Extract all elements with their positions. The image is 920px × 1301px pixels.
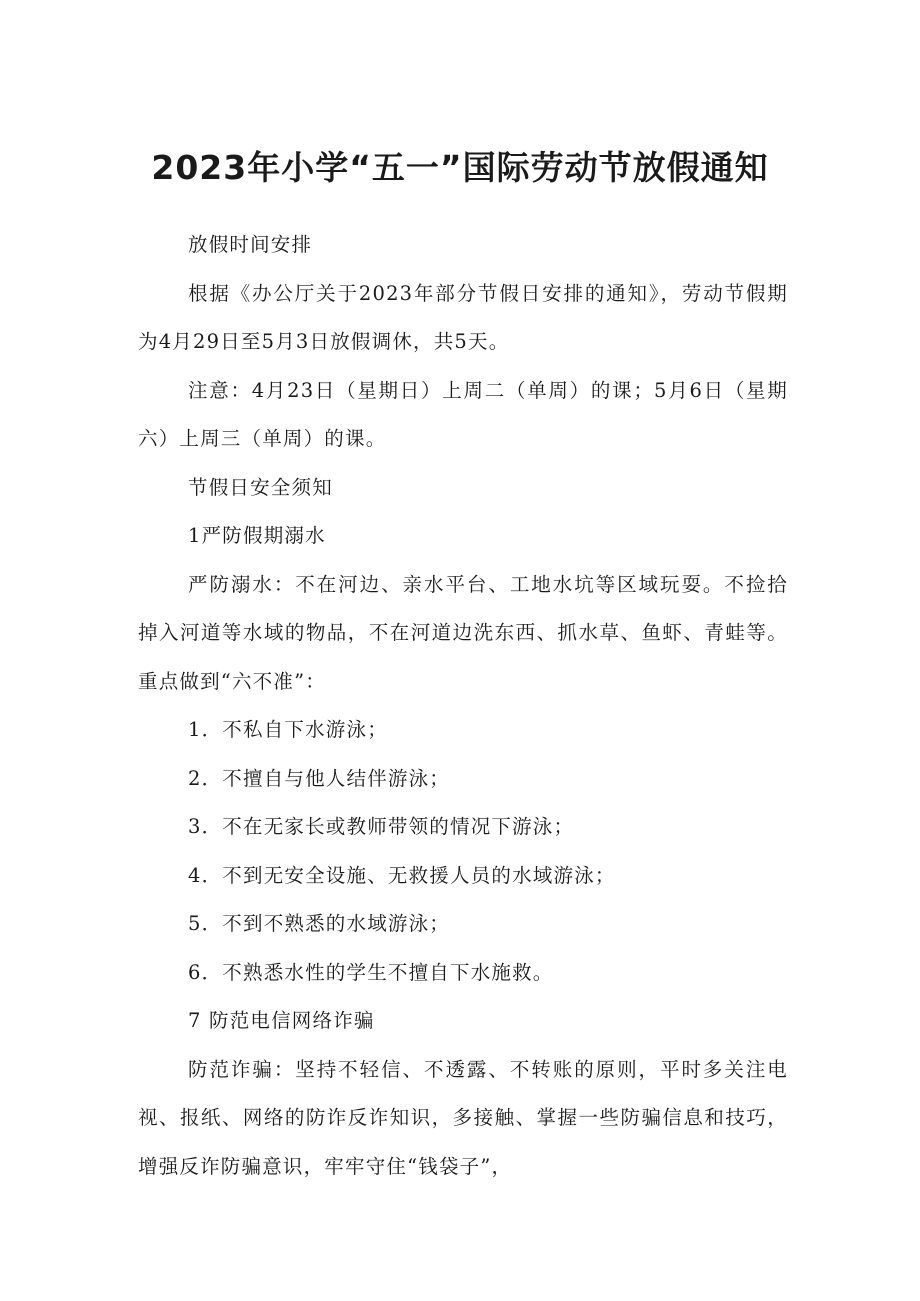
list-item: 1．不私自下水游泳；: [188, 718, 388, 741]
paragraph-make-up-classes: 注意：4月23日（星期日）上周二（单周）的课；5月6日（星期六）上周三（单周）的课。: [138, 378, 788, 450]
list-item: 5．不到不熟悉的水域游泳；: [188, 912, 451, 935]
list-item: 2．不擅自与他人结伴游泳；: [188, 766, 451, 790]
paragraph-fraud-prevention: 防范诈骗：坚持不轻信、不透露、不转账的原则，平时多关注电视、报纸、网络的防诈反诈知识，多接触、掌握一些防骗信息和技巧，增强反诈防骗意识，牢牢守住“钱袋子”，: [138, 1057, 788, 1178]
paragraph-holiday-dates: 根据《办公厅关于2023年部分节假日安排的通知》，劳动节假期为4月29日至5月3日放假调休，共5天。: [138, 281, 788, 353]
paragraph-drowning-prevention: 严防溺水：不在河边、亲水平台、工地水坑等区域玩耍。不捡拾掉入河道等水域的物品，不在河道边洗东西、抓水草、鱼虾、青蛙等。重点做到“六不准”：: [138, 572, 788, 693]
heading-fraud-prevention: 7 防范电信网络诈骗: [188, 1009, 375, 1032]
heading-holiday-schedule: 放假时间安排: [188, 233, 313, 256]
document-body: [138, 221, 788, 1191]
list-item: 6．不熟悉水性的学生不擅自下水施救。: [188, 960, 554, 984]
list-item: 4．不到无安全设施、无救援人员的水域游泳；: [188, 863, 616, 887]
document-title: 2023年小学“五一”国际劳动节放假通知: [151, 148, 769, 187]
heading-drowning-prevention: 1严防假期溺水: [188, 524, 326, 547]
heading-safety-notice: 节假日安全须知: [188, 475, 333, 499]
list-item: 3．不在无家长或教师带领的情况下游泳；: [188, 815, 575, 838]
